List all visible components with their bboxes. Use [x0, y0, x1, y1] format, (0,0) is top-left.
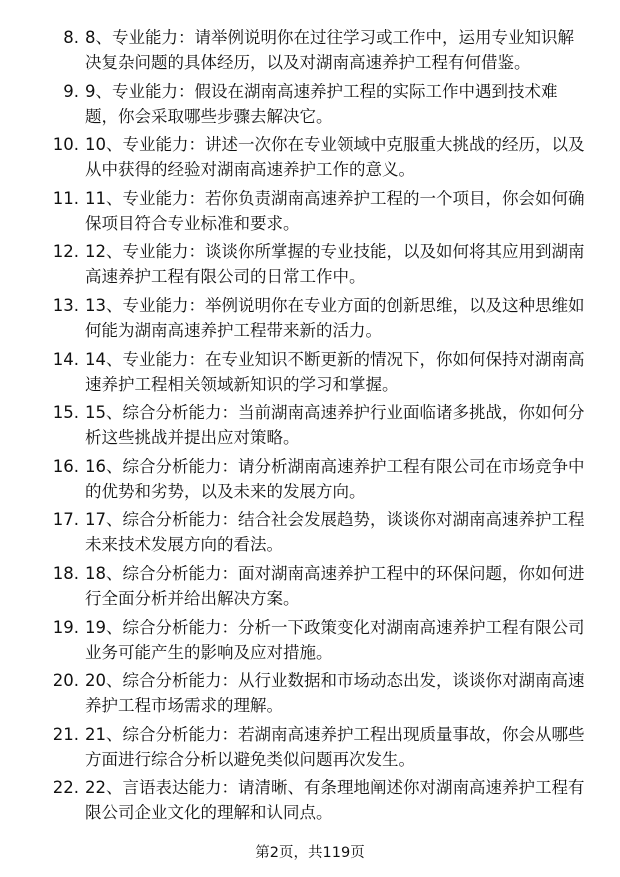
- question-number: 15.: [52, 403, 79, 423]
- list-item: [0, 775, 620, 829]
- list-item: [0, 454, 620, 508]
- list-item: [0, 132, 620, 186]
- list-item: [0, 722, 620, 776]
- list-item: [0, 186, 620, 240]
- list-item: [0, 561, 620, 615]
- question-text: 9、专业能力：假设在湖南高速养护工程的实际工作中遇到技术难题，你会采取哪些步骤去解决它。: [85, 81, 558, 126]
- question-number: 19.: [52, 617, 79, 637]
- question-text: 13、专业能力：举例说明你在专业方面的创新思维，以及这种思维如何能为湖南高速养护工程带来新的活力。: [85, 295, 585, 340]
- question-number: 18.: [52, 563, 79, 583]
- question-number: 17.: [52, 510, 79, 530]
- question-text: 22、言语表达能力：请清晰、有条理地阐述你对湖南高速养护工程有限公司企业文化的理解和认同点。: [85, 778, 585, 823]
- list-item: [0, 347, 620, 401]
- list-item: [0, 293, 620, 347]
- question-list: [0, 25, 620, 829]
- question-text: 15、综合分析能力：当前湖南高速养护行业面临诸多挑战，你如何分析这些挑战并提出应对策略。: [85, 403, 585, 448]
- list-item: [0, 615, 620, 669]
- question-number: 16.: [52, 456, 79, 476]
- list-item: [0, 507, 620, 561]
- question-number: 8.: [63, 28, 79, 47]
- question-number: 22.: [52, 778, 79, 798]
- question-text: 11、专业能力：若你负责湖南高速养护工程的一个项目，你会如何确保项目符合专业标准和要求。: [85, 188, 585, 233]
- question-text: 20、综合分析能力：从行业数据和市场动态出发，谈谈你对湖南高速养护工程市场需求的理解。: [85, 671, 585, 716]
- question-text: 21、综合分析能力：若湖南高速养护工程出现质量事故，你会从哪些方面进行综合分析以避免类似问题再次发生。: [85, 724, 585, 769]
- list-item: [0, 239, 620, 293]
- question-text: 18、综合分析能力：面对湖南高速养护工程中的环保问题，你如何进行全面分析并给出解决方案。: [85, 563, 585, 608]
- question-text: 8、专业能力：请举例说明你在过往学习或工作中，运用专业知识解决复杂问题的具体经历，以及对湖南高速养护工程有何借鉴。: [85, 28, 574, 72]
- question-text: 19、综合分析能力：分析一下政策变化对湖南高速养护工程有限公司业务可能产生的影响及应对措施。: [85, 617, 585, 662]
- question-number: 11.: [52, 188, 79, 208]
- question-number: 9.: [63, 81, 79, 101]
- question-number: 12.: [52, 242, 79, 262]
- question-number: 14.: [52, 349, 79, 369]
- page-footer: 第2页，共119页: [255, 845, 365, 861]
- question-number: 21.: [52, 724, 79, 744]
- question-text: 16、综合分析能力：请分析湖南高速养护工程有限公司在市场竞争中的优势和劣势，以及未来的发展方向。: [85, 456, 585, 501]
- question-text: 14、专业能力：在专业知识不断更新的情况下，你如何保持对湖南高速养护工程相关领域新知识的学习和掌握。: [85, 349, 585, 394]
- list-item: [0, 668, 620, 722]
- list-item: [0, 25, 620, 79]
- question-text: 12、专业能力：谈谈你所掌握的专业技能，以及如何将其应用到湖南高速养护工程有限公司的日常工作中。: [85, 242, 585, 287]
- list-item: [0, 79, 620, 133]
- question-text: 10、专业能力：讲述一次你在专业领域中克服重大挑战的经历，以及从中获得的经验对湖南高速养护工作的意义。: [85, 135, 585, 180]
- question-number: 10.: [52, 135, 79, 155]
- question-text: 17、综合分析能力：结合社会发展趋势，谈谈你对湖南高速养护工程未来技术发展方向的看法。: [85, 510, 585, 555]
- question-number: 13.: [52, 295, 79, 315]
- list-item: [0, 400, 620, 454]
- question-number: 20.: [52, 671, 79, 691]
